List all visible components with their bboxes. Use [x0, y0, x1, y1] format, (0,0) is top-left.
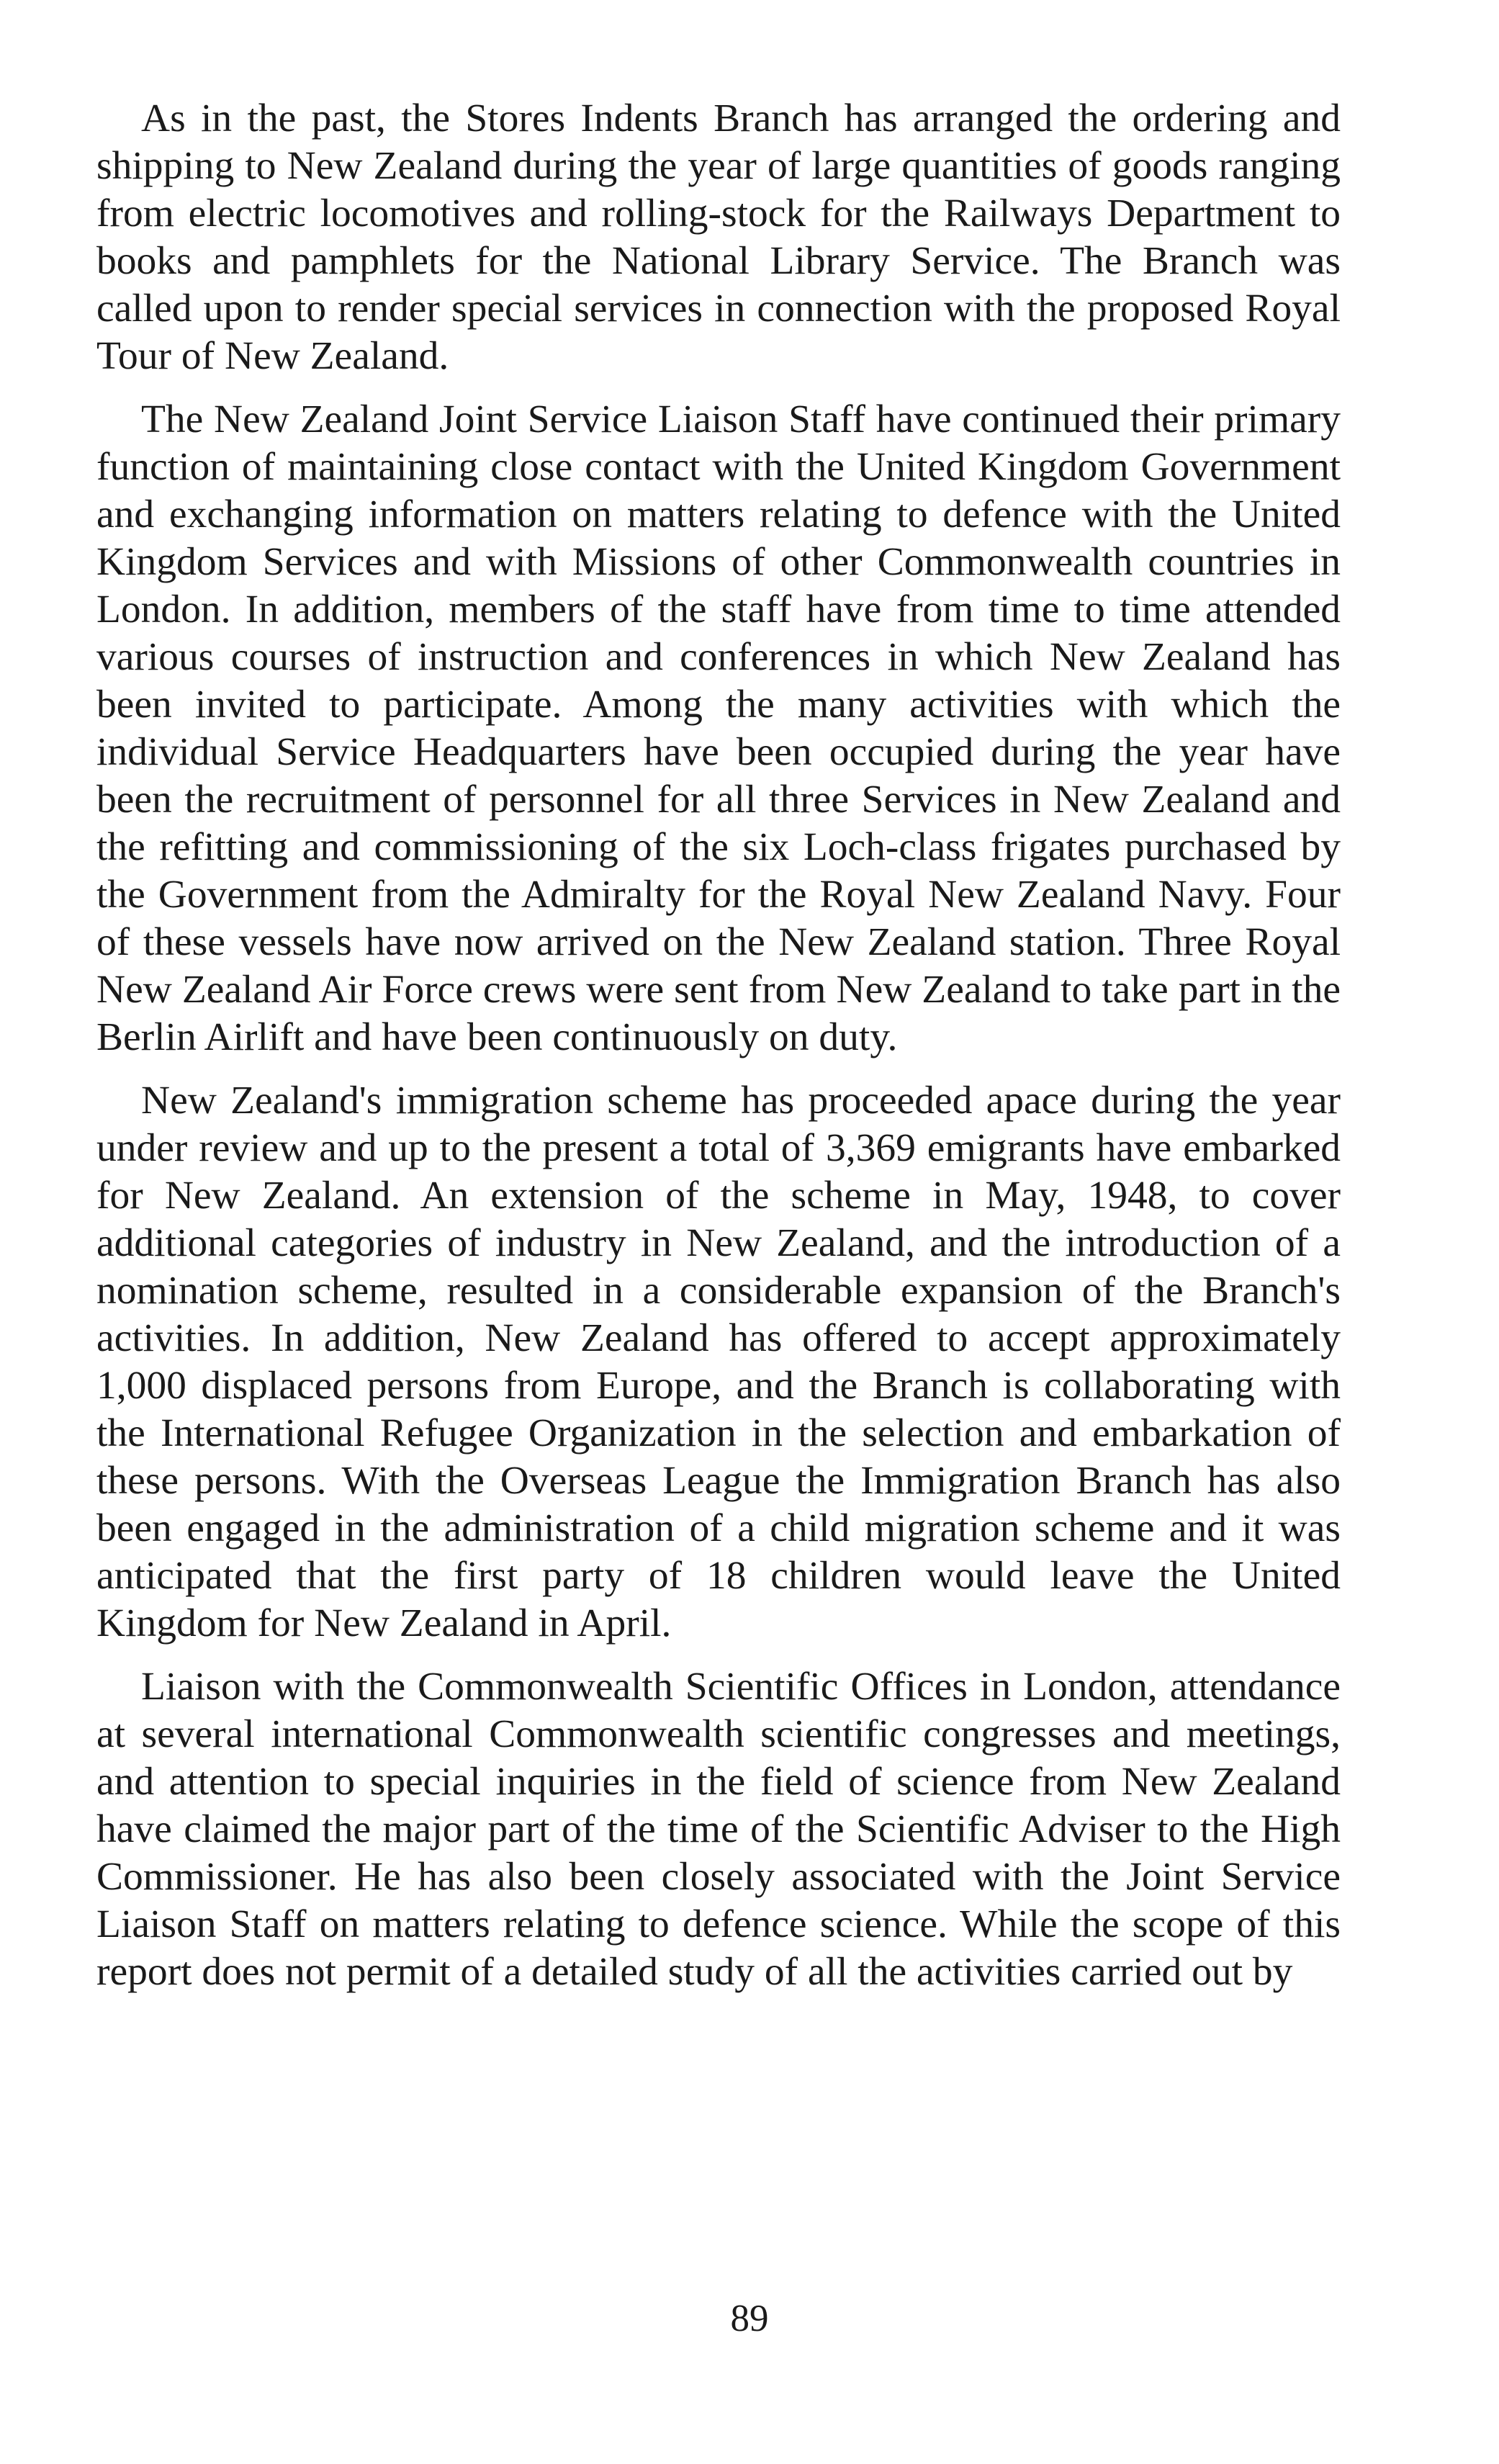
paragraph-scientific-liaison: Liaison with the Commonwealth Scientific Offices in London, attendance at several international Commonwealth scientific congresses and meetings, and attention to special inquiries in the field of science from New Zealand have claimed the major part of the time of the Scientific Adviser to the High Commissioner. He has also been closely associated with the Joint Service Liaison Staff on matters relating to defence science. While the scope of this report does not permit of a detailed study of all the activities carried out by	[96, 1665, 1341, 1994]
page-number: 89	[730, 2298, 769, 2339]
paragraph-stores-indents: As in the past, the Stores Indents Branch has arranged the ordering and shipping to New Zealand during the year of large quantities of goods ranging from electric locomotives and rolling-stock for the Railways Department to books and pamphlets for the National Library Service. The Branch was called upon to render special services in connection with the proposed Royal Tour of New Zealand.	[96, 96, 1341, 378]
body-text	[96, 95, 1341, 2012]
paragraph-immigration-scheme: New Zealand's immigration scheme has proceeded apace during the year under review and up to the present a total of 3,369 emigrants have embarked for New Zealand. An extension of the scheme in May, 1948, to cover additional categories of industry in New Zealand, and the introduction of a nomination scheme, resulted in a considerable expansion of the Branch's activities. In addition, New Zealand has offered to accept approximately 1,000 displaced persons from Europe, and the Branch is collaborating with the International Refugee Organization in the selection and embarkation of these persons. With the Overseas League the Immigration Branch has also been engaged in the administration of a child migration scheme and it was anticipated that the first party of 18 children would leave the United Kingdom for New Zealand in April.	[96, 1079, 1341, 1645]
paragraph-joint-service-liaison: The New Zealand Joint Service Liaison Staff have continued their primary function of maintaining close contact with the United Kingdom Government and exchanging information on matters relating to defence with the United Kingdom Services and with Missions of other Commonwealth countries in London. In addition, members of the staff have from time to time attended various courses of instruction and conferences in which New Zealand has been invited to participate. Among the many activities with which the individual Service Headquarters have been occupied during the year have been the recruitment of personnel for all three Services in New Zealand and the refitting and commissioning of the six Loch-class frigates purchased by the Government from the Admiralty for the Royal New Zealand Navy. Four of these vessels have now arrived on the New Zealand station. Three Royal New Zealand Air Force crews were sent from New Zealand to take part in the Berlin Airlift and have been continuously on duty.	[96, 397, 1341, 1059]
